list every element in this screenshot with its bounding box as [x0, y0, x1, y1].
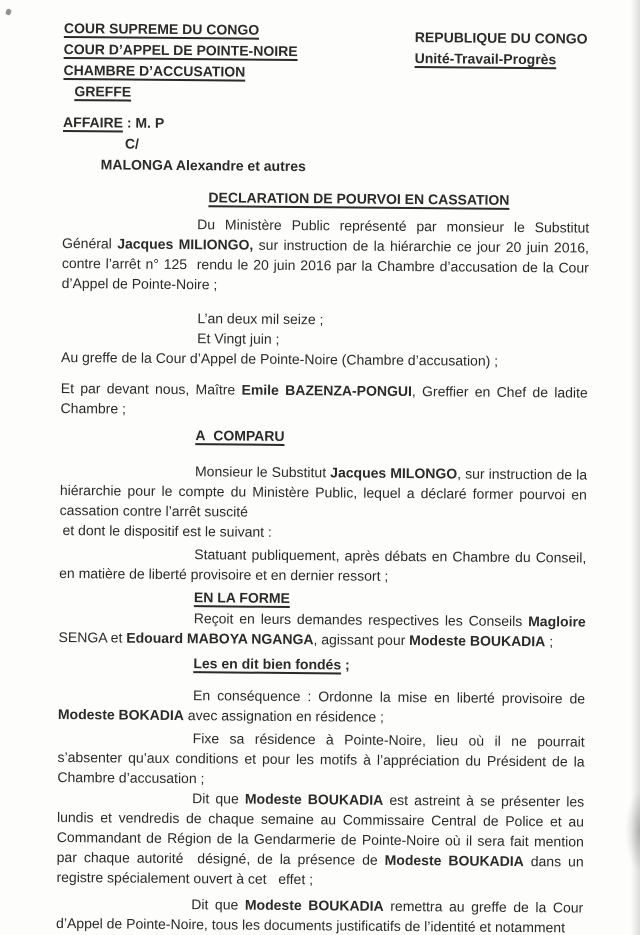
line-dispositif: et dont le dispositif est le suivant : — [62, 522, 272, 540]
paragraph-recoit: Reçoit en leurs demandes respectives les Conseils Magloire SENGA et Edouard MABOYA NGANGA, agissant pour Modeste BOUKADIA ; — [58, 610, 586, 650]
document-header — [63, 18, 591, 107]
paragraph-consequence: En conséquence : Ordonne la mise en liberté provisoire de Modeste BOKADIA avec assignation en résidence ; — [57, 687, 586, 725]
document-content — [56, 18, 591, 935]
heading-en-la-forme: EN LA FORME — [193, 589, 290, 606]
republic-motto: Unité-Travail-Progrès — [414, 50, 557, 68]
heading-bien-fondes: Les en dit bien fondés ; — [193, 655, 350, 673]
document-title: DECLARATION DE POURVOI EN CASSATION — [208, 189, 510, 208]
scan-edge-smudge — [625, 790, 640, 872]
court-line-appel: COUR D’APPEL DE POINTE-NOIRE — [63, 40, 298, 60]
case-parties: MALONGA Alexandre et autres — [100, 156, 306, 175]
paragraph-comparution: Monsieur le Substitut Jacques MILONGO, sur instruction de la hiérarchie pour le compte du Ministère Public, lequel a déclaré former pourvoi en cassation contre l’arrêt suscité — [59, 463, 588, 520]
paragraph-statuant: Statuant publiquement, après débats en Chambre du Conseil, en matière de liberté provisoire et en dernier ressort ; — [59, 546, 587, 584]
court-line-greffe: GREFFE — [74, 83, 132, 100]
court-line-chambre: CHAMBRE D’ACCUSATION — [63, 61, 246, 80]
republic-header-block — [414, 27, 591, 107]
court-header-block — [63, 18, 298, 104]
paragraph-ministere-public: Du Ministère Public représenté par monsieur le Substitut Général Jacques MILIONGO, sur instruction de la hiérarchie ce jour 20 juin 2016, contre l’arrêt n° 125 rendu le 20 juin 2016 par la Chambre d’accusation de la Cour d’Appel de Pointe-Noire ; — [61, 216, 590, 293]
heading-a-comparu: A COMPARU — [195, 427, 285, 444]
paragraph-greffier: Et par devant nous, Maître Emile BAZENZA-PONGUI, Greffier en Chef de ladite Chambre ; — [60, 379, 588, 417]
line-vingt-juin: Et Vingt juin ; — [197, 330, 280, 347]
paragraph-fixe-residence: Fixe sa résidence à Pointe-Noire, lieu où il ne pourrait s’absenter qu’aux conditions et pour les motifs à l’appréciation du Président de la Chambre d’accusation ; — [57, 730, 585, 787]
scan-speck — [5, 8, 12, 16]
case-versus: C/ — [124, 135, 139, 152]
case-value: M. P — [135, 114, 165, 131]
case-reference-block — [63, 112, 591, 180]
line-au-greffe: Au greffe de la Cour d’Appel de Pointe-Noire (Chambre d’accusation) ; — [60, 348, 499, 369]
paragraph-dit-presentation: Dit que Modeste BOUKADIA est astreint à se présenter les lundis et vendredis de chaque semaine au Commissaire Central de Police et au Commandant de Région de la Gendarmerie de Pointe-Noire où il sera fait mention par chaque autorité désigné, de la présence de Modeste BOUKADIA dans un registre spécialement ouvert à cet effet ; — [56, 790, 585, 888]
court-line-supreme: COUR SUPREME DU CONGO — [63, 19, 260, 38]
paragraph-dit-documents: Dit que Modeste BOUKADIA remettra au greffe de la Cour d’Appel de Pointe-Noire, tous les documents justificatifs de l’identité et notamment — [56, 896, 584, 935]
case-separator: : — [122, 114, 136, 131]
case-label: AFFAIRE — [63, 113, 124, 131]
line-an-deux-mil-seize: L’an deux mil seize ; — [197, 310, 324, 328]
republic-name: REPUBLIQUE DU CONGO — [414, 29, 588, 47]
